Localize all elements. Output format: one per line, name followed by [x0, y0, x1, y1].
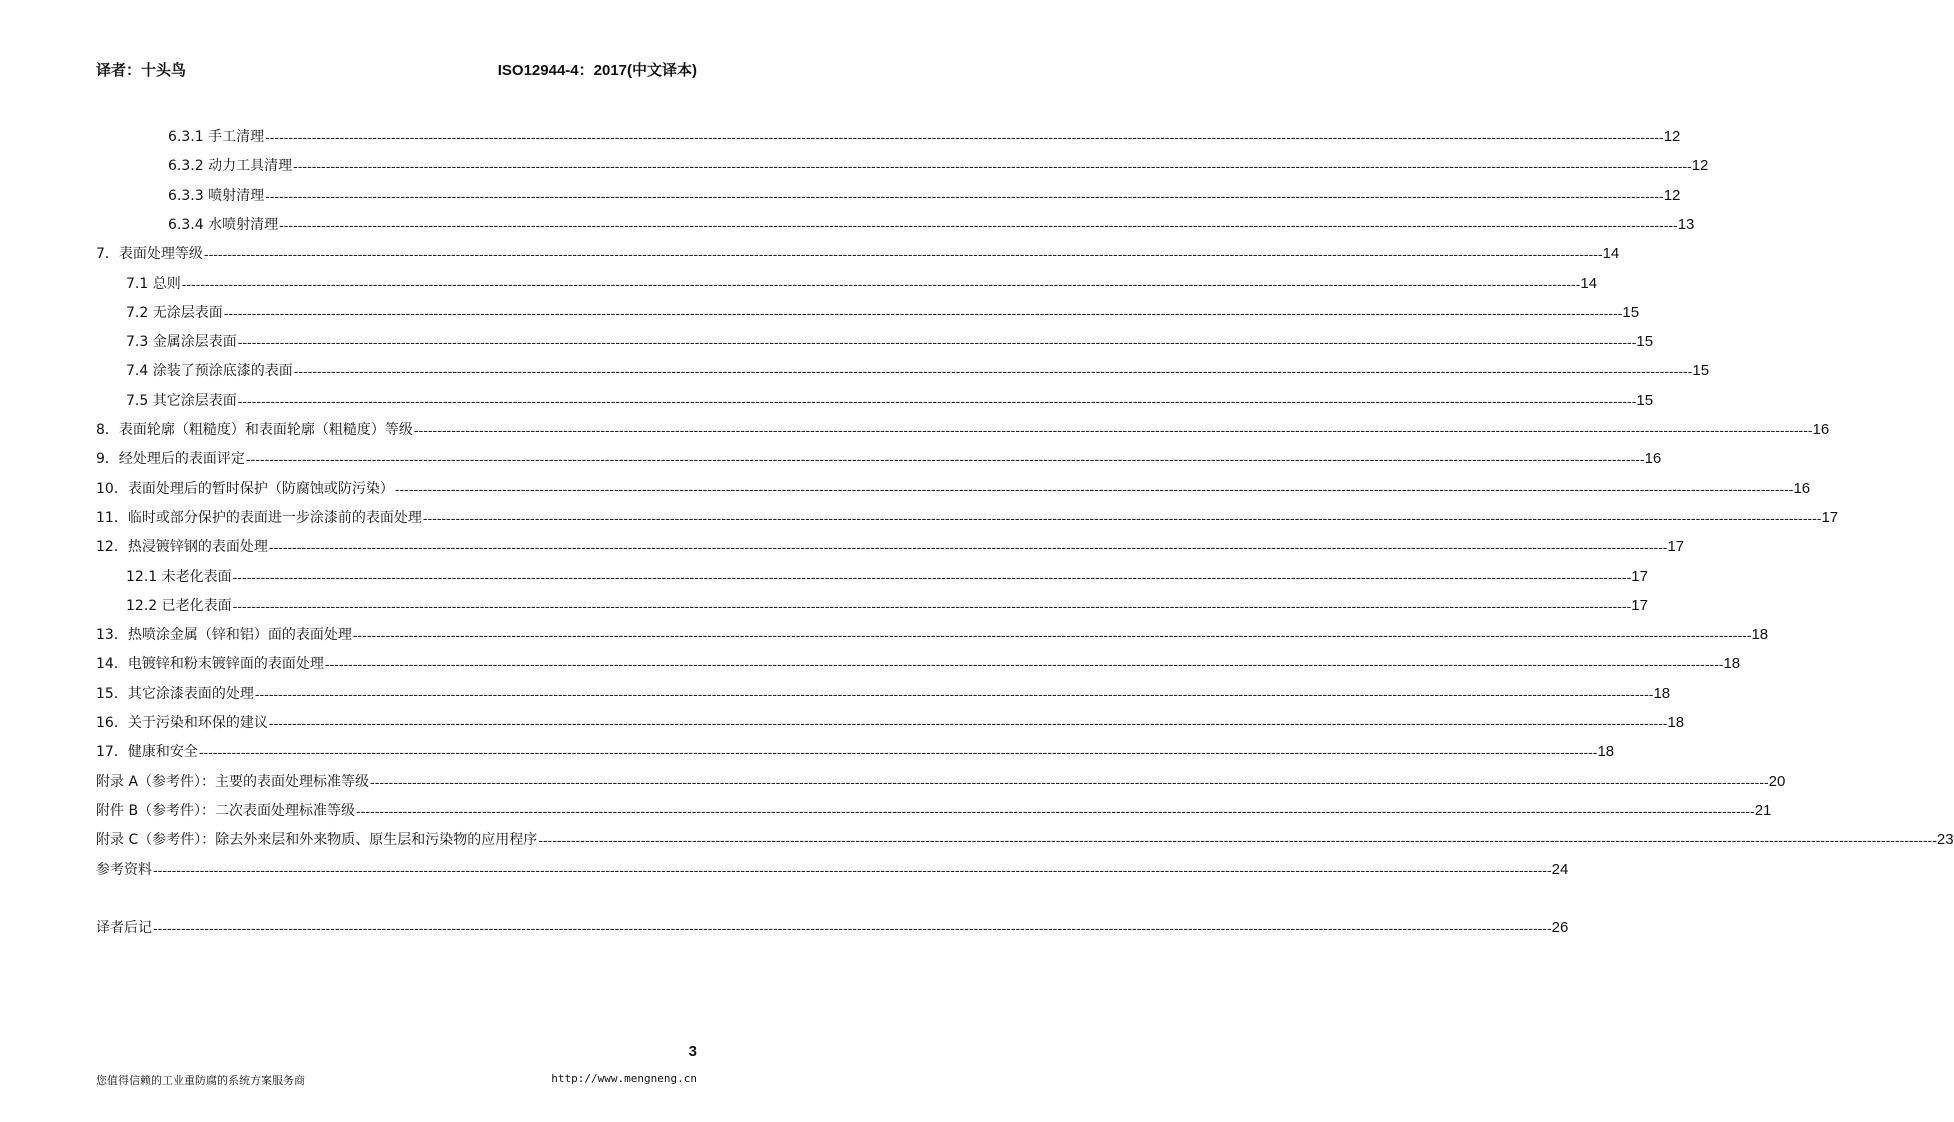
toc-leader: ------------------------------------------------------------------------------------------------------------------------------------------------------------------------------------------------------------------------------------------------------------------------------------------------------------ [422, 509, 1822, 526]
toc-leader: ------------------------------------------------------------------------------------------------------------------------------------------------------------------------------------------------------------------------------------------------------------------------------------------------------------ [413, 422, 1813, 438]
toc-entry[interactable] [96, 622, 1769, 644]
toc-entry-page: 14 [1602, 245, 1620, 263]
toc-entry[interactable] [126, 564, 1648, 586]
toc-entry-page: 18 [1751, 626, 1769, 644]
toc-entry[interactable] [126, 300, 1640, 322]
toc-entry-page: 13 [1677, 215, 1695, 233]
toc-entry-title: 13．热喷涂金属（锌和铝）面的表面处理 [96, 627, 352, 644]
toc-leader: ------------------------------------------------------------------------------------------------------------------------------------------------------------------------------------------------------------------------------------------------------------------------------------------------------------ [268, 539, 1668, 556]
toc-leader: ------------------------------------------------------------------------------------------------------------------------------------------------------------------------------------------------------------------------------------------------------------------------------------------------------------ [538, 832, 1937, 849]
toc-entry-page: 17 [1631, 596, 1648, 614]
toc-entry-page: 24 [1551, 860, 1569, 878]
toc-entry-page: 18 [1667, 714, 1685, 731]
toc-leader: ------------------------------------------------------------------------------------------------------------------------------------------------------------------------------------------------------------------------------------------------------------------------------------------------------------ [293, 158, 1692, 175]
toc-entry-page: 20 [1768, 772, 1786, 790]
toc-leader: ------------------------------------------------------------------------------------------------------------------------------------------------------------------------------------------------------------------------------------------------------------------------------------------------------------ [370, 773, 1769, 790]
toc-leader: ------------------------------------------------------------------------------------------------------------------------------------------------------------------------------------------------------------------------------------------------------------------------------------------------------------ [181, 275, 1581, 292]
toc-entry-title: 7.1 总则 [126, 275, 181, 292]
toc-entry-page: 26 [1551, 918, 1569, 936]
toc-entry-title: 12．热浸镀锌钢的表面处理 [96, 539, 268, 556]
toc-entry-title: 8．表面轮廓（粗糙度）和表面轮廓（粗糙度）等级 [96, 422, 413, 438]
toc-entry[interactable] [96, 769, 1786, 791]
toc-entry-page: 21 [1754, 801, 1772, 819]
toc-leader: ------------------------------------------------------------------------------------------------------------------------------------------------------------------------------------------------------------------------------------------------------------------------------------------------------------ [232, 597, 1632, 614]
page-footer [96, 1072, 697, 1088]
toc-entry-page: 12 [1691, 157, 1709, 175]
translator-credit: 译者：十头鸟 [96, 62, 187, 79]
footer-slogan: 您值得信赖的工业重防腐的系统方案服务商 [96, 1074, 305, 1087]
toc-entry-page: 12 [1663, 186, 1681, 204]
toc-leader: ------------------------------------------------------------------------------------------------------------------------------------------------------------------------------------------------------------------------------------------------------------------------------------------------------------ [265, 129, 1664, 145]
toc-entry[interactable] [96, 857, 1569, 879]
toc-entry-page: 16 [1644, 450, 1662, 468]
toc-entry[interactable] [96, 417, 1830, 439]
toc-entry-title: 7.4 涂装了预涂底漆的表面 [126, 363, 293, 380]
toc-entry-title: 15．其它涂漆表面的处理 [96, 685, 254, 702]
toc-entry-page: 15 [1622, 303, 1640, 321]
toc-entry-title: 附录 C（参考件）：除去外来层和外来物质、原生层和污染物的应用程序 [96, 832, 538, 849]
toc-entry-page: 18 [1723, 655, 1741, 673]
toc-leader: ------------------------------------------------------------------------------------------------------------------------------------------------------------------------------------------------------------------------------------------------------------------------------------------------------------ [293, 363, 1693, 380]
toc-entry[interactable] [168, 183, 1681, 205]
toc-entry[interactable] [96, 651, 1741, 673]
toc-entry-page: 16 [1812, 421, 1830, 438]
toc-entry-title: 9．经处理后的表面评定 [96, 451, 245, 468]
toc-leader: ------------------------------------------------------------------------------------------------------------------------------------------------------------------------------------------------------------------------------------------------------------------------------------------------------------ [352, 627, 1752, 644]
toc-entry-title: 附录 A（参考件）：主要的表面处理标准等级 [96, 773, 370, 790]
toc-entry[interactable] [96, 739, 1615, 761]
toc-entry[interactable] [96, 241, 1620, 263]
toc-entry-title: 参考资料 [96, 861, 152, 878]
toc-entry-title: 11．临时或部分保护的表面进一步涂漆前的表面处理 [96, 509, 422, 526]
toc-entry-title: 12.2 已老化表面 [126, 597, 232, 614]
toc-entry-page: 17 [1821, 508, 1839, 526]
toc-entry[interactable] [168, 124, 1681, 146]
toc-leader: ------------------------------------------------------------------------------------------------------------------------------------------------------------------------------------------------------------------------------------------------------------------------------------------------------------ [198, 744, 1598, 761]
toc-leader: ------------------------------------------------------------------------------------------------------------------------------------------------------------------------------------------------------------------------------------------------------------------------------------------------------------ [265, 187, 1664, 204]
toc-entry-title: 附件 B（参考件）：二次表面处理标准等级 [96, 802, 356, 819]
toc-entry-title: 17．健康和安全 [96, 744, 198, 761]
toc-entry[interactable] [96, 827, 1954, 849]
toc-leader: ------------------------------------------------------------------------------------------------------------------------------------------------------------------------------------------------------------------------------------------------------------------------------------------------------------ [153, 861, 1552, 878]
toc-entry-page: 16 [1793, 479, 1811, 497]
toc-entry-page: 23 [1936, 831, 1954, 849]
document-title: ISO12944-4：2017(中文译本) [497, 62, 697, 79]
toc-entry-page: 17 [1667, 538, 1685, 556]
toc-entry-page: 15 [1692, 362, 1710, 380]
footer-url[interactable]: http://www.mengneng.cn [551, 1072, 697, 1085]
toc-entry[interactable] [168, 212, 1695, 234]
toc-entry-title: 14．电镀锌和粉末镀锌面的表面处理 [96, 656, 324, 673]
toc-leader: ------------------------------------------------------------------------------------------------------------------------------------------------------------------------------------------------------------------------------------------------------------------------------------------------------------ [237, 392, 1637, 409]
toc-entry-page: 18 [1653, 684, 1671, 702]
toc-leader: ------------------------------------------------------------------------------------------------------------------------------------------------------------------------------------------------------------------------------------------------------------------------------------------------------------ [232, 568, 1632, 585]
toc-entry-page: 15 [1636, 391, 1654, 409]
toc-entry-title: 7.5 其它涂层表面 [126, 392, 237, 409]
toc-leader: ------------------------------------------------------------------------------------------------------------------------------------------------------------------------------------------------------------------------------------------------------------------------------------------------------------ [245, 451, 1645, 468]
toc-leader: ------------------------------------------------------------------------------------------------------------------------------------------------------------------------------------------------------------------------------------------------------------------------------------------------------------ [268, 715, 1668, 731]
toc-entry-title: 7．表面处理等级 [96, 246, 203, 263]
toc-entry[interactable] [96, 476, 1811, 498]
toc-entry[interactable] [126, 593, 1648, 615]
toc-entry[interactable] [96, 798, 1772, 820]
toc-entry[interactable] [126, 329, 1654, 351]
toc-leader: ------------------------------------------------------------------------------------------------------------------------------------------------------------------------------------------------------------------------------------------------------------------------------------------------------------ [153, 919, 1552, 936]
toc-entry[interactable] [96, 446, 1662, 468]
page-number: 3 [688, 1043, 697, 1060]
page-header [96, 59, 697, 79]
toc-leader: ------------------------------------------------------------------------------------------------------------------------------------------------------------------------------------------------------------------------------------------------------------------------------------------------------------ [223, 304, 1623, 321]
toc-leader: ------------------------------------------------------------------------------------------------------------------------------------------------------------------------------------------------------------------------------------------------------------------------------------------------------------ [203, 246, 1603, 263]
toc-entry[interactable] [126, 358, 1710, 380]
toc-entry-title: 7.3 金属涂层表面 [126, 334, 237, 351]
toc-entry-title: 10．表面处理后的暂时保护（防腐蚀或防污染） [96, 480, 394, 497]
toc-entry-title: 12.1 未老化表面 [126, 568, 232, 585]
toc-entry[interactable] [96, 915, 1569, 937]
toc-entry-page: 14 [1580, 274, 1598, 292]
toc-leader: ------------------------------------------------------------------------------------------------------------------------------------------------------------------------------------------------------------------------------------------------------------------------------------------------------------ [356, 802, 1755, 819]
toc-entry[interactable] [96, 710, 1685, 732]
toc-entry-title: 6.3.4 水喷射清理 [168, 216, 279, 233]
toc-entry[interactable] [168, 153, 1709, 175]
toc-entry-title: 7.2 无涂层表面 [126, 304, 223, 321]
toc-entry-title: 6.3.3 喷射清理 [168, 187, 265, 204]
toc-leader: ------------------------------------------------------------------------------------------------------------------------------------------------------------------------------------------------------------------------------------------------------------------------------------------------------------ [254, 685, 1654, 702]
toc-leader: ------------------------------------------------------------------------------------------------------------------------------------------------------------------------------------------------------------------------------------------------------------------------------------------------------------ [394, 480, 1794, 497]
toc-entry-title: 6.3.2 动力工具清理 [168, 158, 293, 175]
toc-entry[interactable] [96, 534, 1685, 556]
toc-leader: ------------------------------------------------------------------------------------------------------------------------------------------------------------------------------------------------------------------------------------------------------------------------------------------------------------ [237, 334, 1637, 351]
toc-entry[interactable] [96, 505, 1839, 527]
toc-entry-page: 17 [1631, 567, 1648, 585]
toc-entry-title: 译者后记 [96, 919, 152, 936]
toc-entry[interactable] [126, 271, 1598, 293]
toc-entry[interactable] [96, 681, 1671, 703]
toc-entry-page: 18 [1597, 743, 1615, 761]
toc-entry-page: 12 [1663, 128, 1681, 145]
toc-entry-title: 6.3.1 手工清理 [168, 129, 265, 145]
toc-entry-page: 15 [1636, 333, 1654, 351]
toc-entry[interactable] [126, 388, 1654, 410]
toc-leader: ------------------------------------------------------------------------------------------------------------------------------------------------------------------------------------------------------------------------------------------------------------------------------------------------------------ [279, 216, 1678, 233]
toc-leader: ------------------------------------------------------------------------------------------------------------------------------------------------------------------------------------------------------------------------------------------------------------------------------------------------------------ [324, 656, 1724, 673]
toc-entry-title: 16．关于污染和环保的建议 [96, 715, 268, 731]
